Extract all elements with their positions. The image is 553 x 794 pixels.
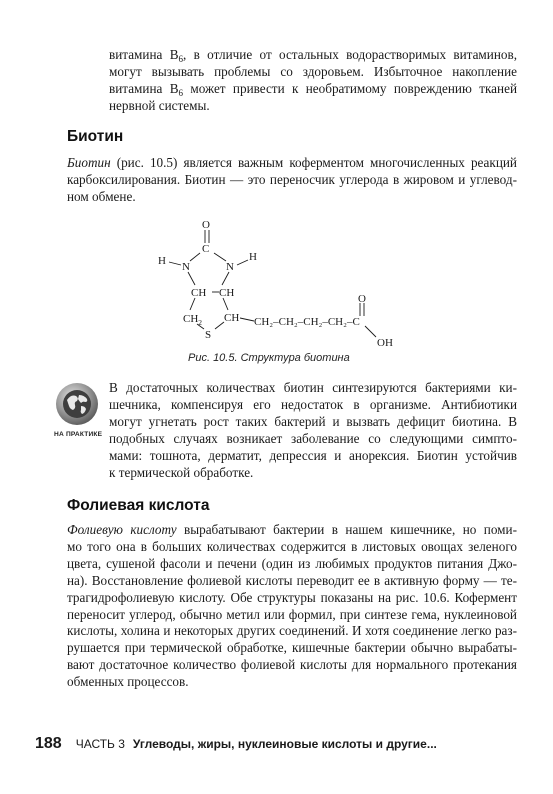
practice-line-1: В достаточных количествах биотин синтезируются бактериями ки- [109,380,517,395]
biotin-line-2: карбоксилирования. Биотин — это переносчик углерода в жировом и углевод- [67,171,517,187]
intro-line-1: витамина $B_6$, в отличие от остальных водорастворимых витаминов, [109,47,517,64]
folic-line-5: трагидрофолиевую кислоту. Обе структуры показаны на рис. 10.6. Кофермент [67,589,517,605]
folic-acid-paragraph [67,522,517,691]
atom-ch2-ring: $CH_2$ [183,313,203,327]
figure-caption: Рис. 10.5. Структура биотина [188,352,350,364]
atom-h-right: H [249,251,257,263]
practice-line-3: могут угнетать рост таких бактерий и вызвать дефицит биотина. В [109,413,517,429]
practice-line-5: мами: тошнота, дерматит, депрессия и анорексия. Биотин устойчив [109,447,517,463]
page-number: 188 [35,735,62,752]
atom-chain: CH₂–CH₂–CH₂–CH₂–C [254,316,360,328]
folic-line-7: кислоты, холина и некоторых других соединений. И хотя соединение легко раз- [67,623,517,639]
footer-part: ЧАСТЬ 3 [75,737,125,751]
practice-line-4: подобных случаях возникает заболевание со следующими симпто- [109,430,517,446]
atom-n-right: N [226,261,234,273]
page-footer [35,735,437,753]
atom-o-acid: O [358,293,366,305]
intro-line-4: нервной системы. [109,97,210,113]
biotin-heading: Биотин [67,128,124,145]
folic-line-2: мо того она в больших количествах содержится в листовых овощах зеленого [67,538,517,554]
atom-ch-left: CH [191,287,207,299]
practice-paragraph [109,380,517,481]
folic-line-10: обменных процессов. [67,674,189,690]
biotin-structure-diagram [0,210,553,370]
globe-icon [55,382,99,426]
practice-line-2: шечника, компенсируя его недостаток в организме. Антибиотики [109,396,517,412]
atom-o-top: O [202,219,210,231]
atom-h-left: H [158,255,166,267]
biotin-paragraph [67,155,517,206]
atom-n-left: N [182,261,190,273]
folic-line-1: Фолиевую кислоту вырабатывают бактерии в нашем кишечнике, но поми- [67,522,517,537]
atom-c-urea: C [202,243,210,255]
folic-acid-heading: Фолиевая кислота [67,497,210,514]
practice-badge-label: НА ПРАКТИКЕ [54,431,103,438]
intro-line-3: витамина $B_6$ может привести к необратимому повреждению тканей [109,80,517,98]
folic-line-6: переносит углерод, обычно метил или формил, при синтезе гема, нуклеиновой [67,606,517,622]
footer-title: Углеводы, жиры, нуклеиновые кислоты и другие... [132,737,437,751]
intro-paragraph [109,47,517,115]
folic-line-9: вают достаточное количество фолиевой кислоты для нормального протекания [67,657,517,673]
folic-line-8: рушается при термической обработке, кишечные бактерии обычно вырабаты- [67,640,517,656]
folic-line-3: цвета, сушеной фасоли и печени (один из любимых продуктов питания Джо- [67,555,517,571]
practice-line-6: к термической обработке. [109,464,254,480]
biotin-line-1: Биотин (рис. 10.5) является важным коферментом многочисленных реакций [67,155,517,170]
atom-ch-right: CH [219,287,235,299]
biotin-line-3: ном обмене. [67,188,136,204]
atom-s: S [205,329,212,341]
atom-ch-side: CH [224,312,240,324]
atom-oh: OH [377,337,393,349]
intro-line-2: могут вызывать проблемы со здоровьем. Избыточное накопление [109,63,517,79]
folic-line-4: на). Восстановление фолиевой кислоты переводит ее в активную форму — те- [67,572,517,588]
